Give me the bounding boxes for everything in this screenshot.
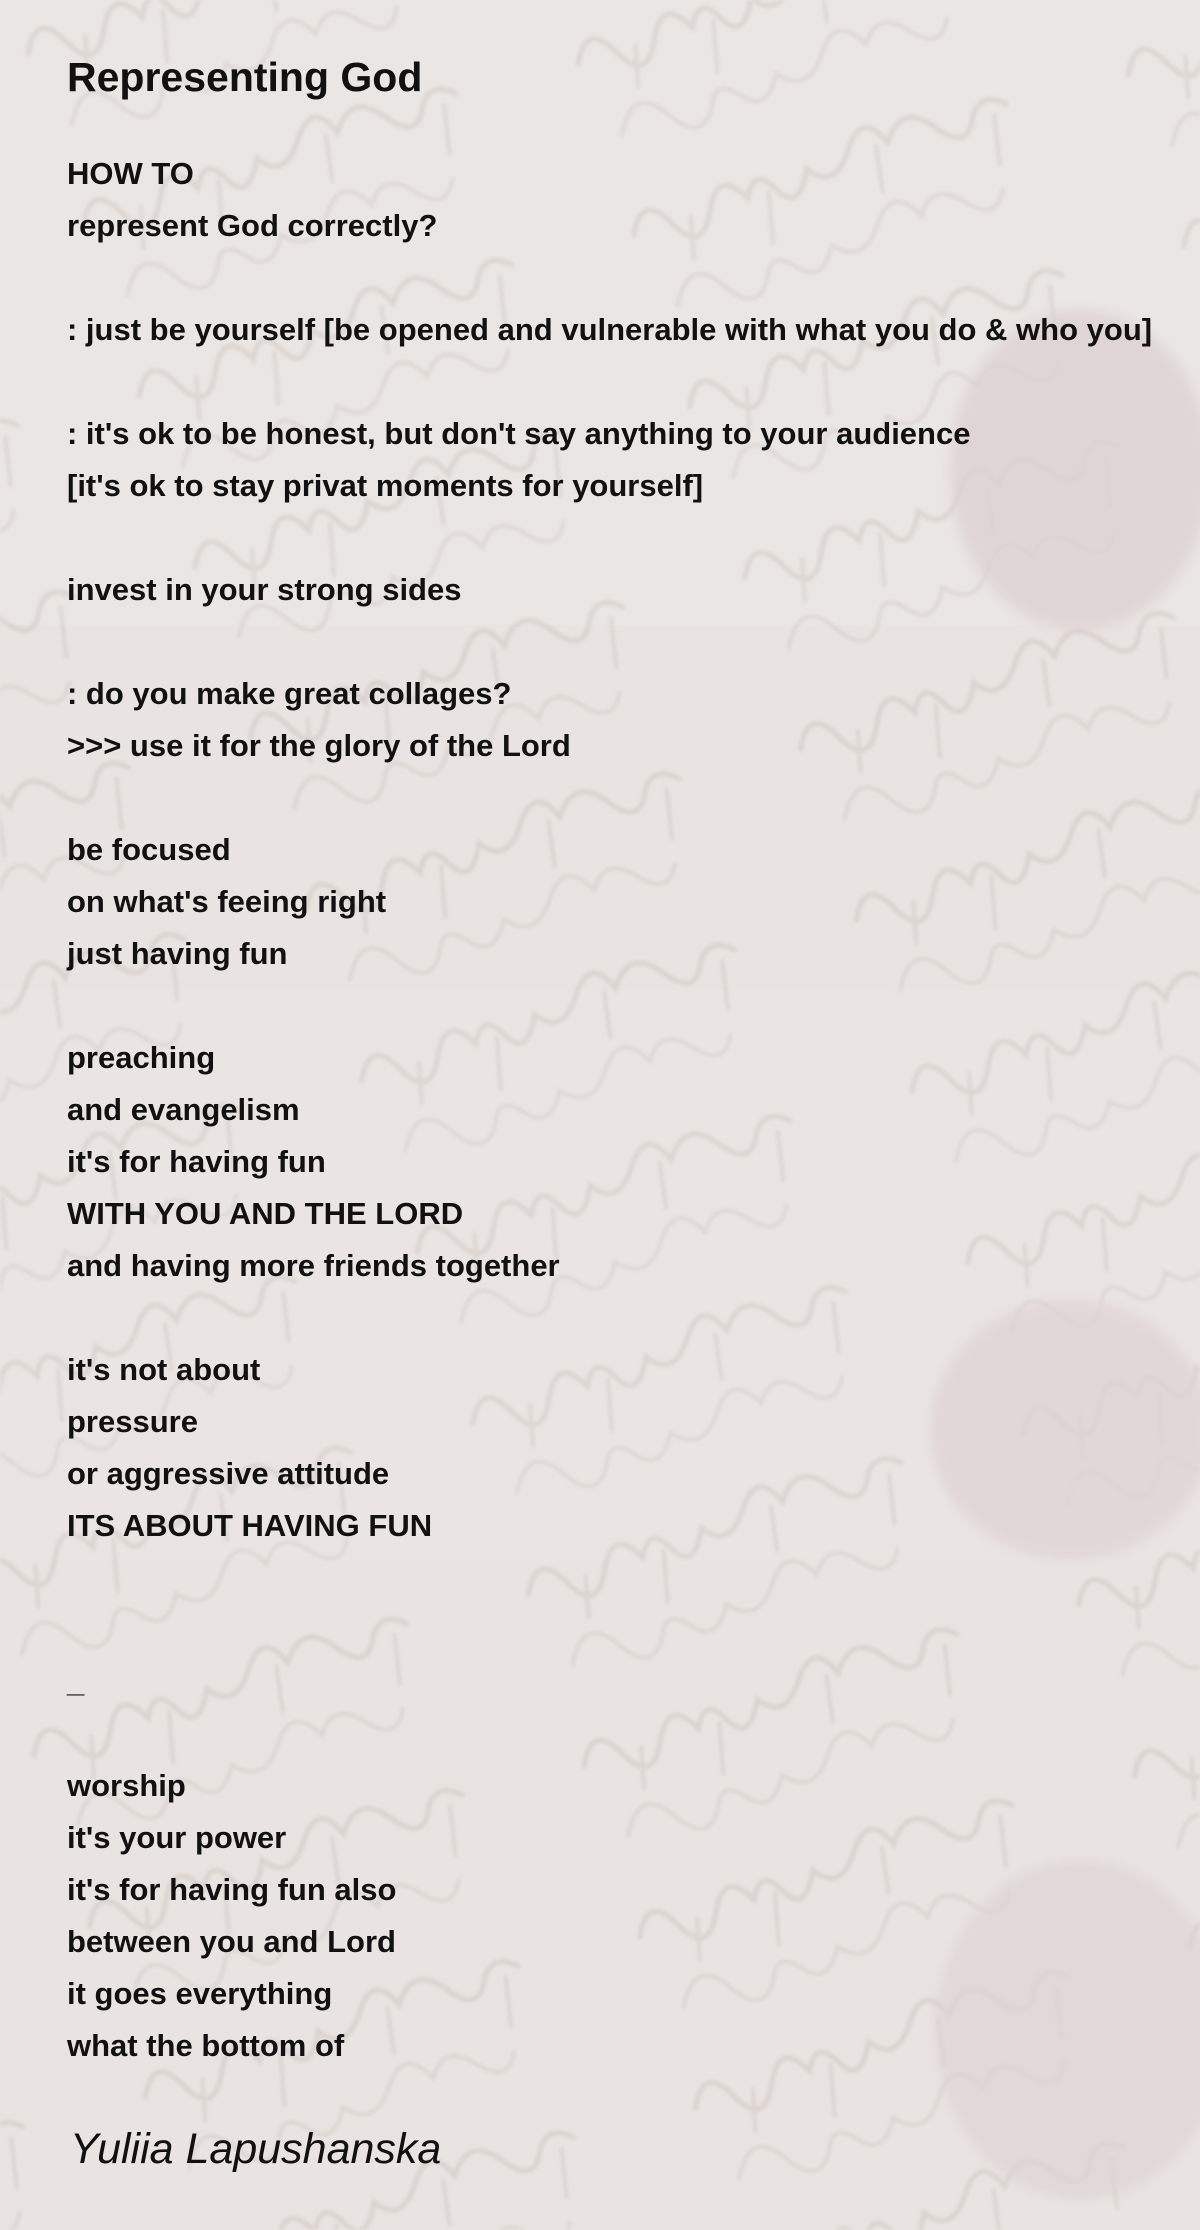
poem-line: be focused [67,832,231,867]
poem-line: represent God correctly? [67,208,438,243]
poem-line: HOW TO [67,156,194,191]
poem-line: : just be yourself [be opened and vulnerable with what you do & who you] [67,312,1153,347]
poem-line: worship [67,1768,186,1803]
poem-blank-line [67,1604,1152,1656]
poem-blank-line [67,772,1152,824]
poem-line: and evangelism [67,1092,300,1127]
poem-line: : it's ok to be honest, but don't say anything to your audience [67,416,971,451]
poem-line: it goes everything [67,1976,333,2011]
poem-line: [it's ok to stay privat moments for yourself] [67,468,704,503]
poem-line: and having more friends together [67,1248,560,1283]
poem-line: pressure [67,1404,198,1439]
poem-blank-line [67,512,1152,564]
poem-line: >>> use it for the glory of the Lord [67,728,571,763]
poem-line: preaching [67,1040,216,1075]
poem-line: it's for having fun also [67,1872,397,1907]
poem-body [67,148,1152,2072]
poem-line: invest in your strong sides [67,572,462,607]
poem-line: ITS ABOUT HAVING FUN [67,1508,433,1543]
poem-line: on what's feeing right [67,884,387,919]
poem-line: : do you make great collages? [67,676,512,711]
poem-author: Yuliia Lapushanska [70,2125,442,2173]
poem-line: it's not about [67,1352,261,1387]
poem-separator: _ [67,1664,85,1699]
poem-line: it's for having fun [67,1144,326,1179]
poem-blank-line [67,1708,1152,1760]
poem-blank-line [67,252,1152,304]
poem-line: it's your power [67,1820,287,1855]
poem-blank-line [67,356,1152,408]
poem-blank-line [67,1552,1152,1604]
poem-line: just having fun [67,936,288,971]
poem-blank-line [67,616,1152,668]
poem-blank-line [67,1292,1152,1344]
poem-title: Representing God [67,54,423,100]
poem-blank-line [67,980,1152,1032]
poem-line: or aggressive attitude [67,1456,390,1491]
poem-line: WITH YOU AND THE LORD [67,1196,464,1231]
poem-line: between you and Lord [67,1924,396,1959]
poem-line: what the bottom of [67,2028,345,2063]
